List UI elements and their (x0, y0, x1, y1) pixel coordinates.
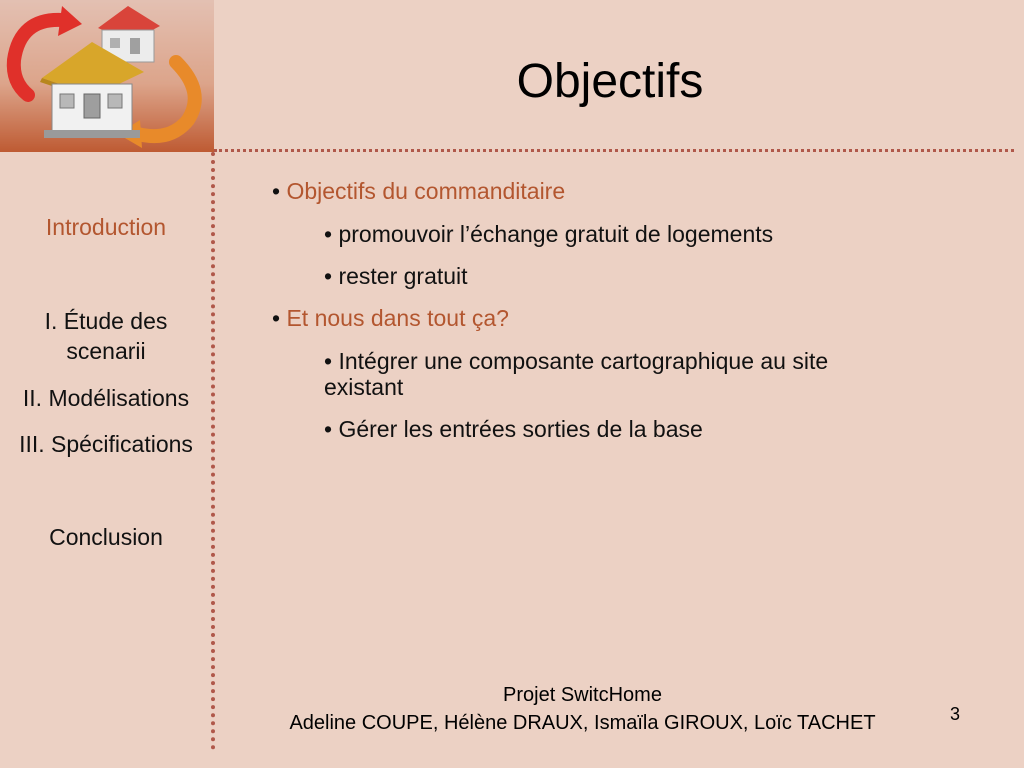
page-number: 3 (950, 704, 961, 724)
section-heading-text: Et nous dans tout ça? (286, 305, 509, 331)
section-heading-text: Objectifs du commanditaire (286, 178, 566, 204)
nav-item-label: I. Étude des (44, 308, 168, 334)
header-divider (214, 149, 1014, 152)
footer-authors: Adeline COUPE, Hélène DRAUX, Ismaïla GIROUX, Loïc TACHET (289, 712, 876, 734)
list-item-text: Intégrer une composante cartographique au site existant (324, 348, 829, 400)
bullet-marker: • (324, 221, 339, 247)
list-item-text: promouvoir l’échange gratuit de logements (338, 221, 774, 247)
list-item (324, 416, 924, 442)
bullet-marker: • (324, 263, 339, 289)
section-heading (272, 178, 565, 204)
nav-item-etude-des-scenarii[interactable] (0, 306, 212, 366)
bullet-marker: • (272, 305, 287, 331)
list-item-text: Gérer les entrées sorties de la base (338, 416, 703, 442)
nav-item-introduction[interactable]: Introduction (45, 214, 167, 240)
bullet-marker: • (324, 348, 339, 374)
nav-item-modelisations[interactable]: II. Modélisations (22, 385, 190, 411)
footer-project: Projet SwitcHome (503, 684, 662, 706)
logo-image (0, 0, 214, 152)
nav-item-specifications[interactable]: III. Spécifications (19, 431, 193, 457)
nav-item-label-line2: scenarii (66, 338, 146, 364)
list-item (324, 221, 924, 247)
section-heading (272, 305, 509, 331)
bullet-marker: • (272, 178, 287, 204)
list-item (324, 263, 924, 289)
bullet-marker: • (324, 416, 339, 442)
list-item (324, 348, 894, 400)
slide-title: Objectifs (516, 55, 704, 108)
nav-item-conclusion[interactable]: Conclusion (49, 524, 163, 550)
list-item-text: rester gratuit (338, 263, 468, 289)
house-exchange-icon (0, 0, 214, 152)
footer (230, 681, 935, 737)
